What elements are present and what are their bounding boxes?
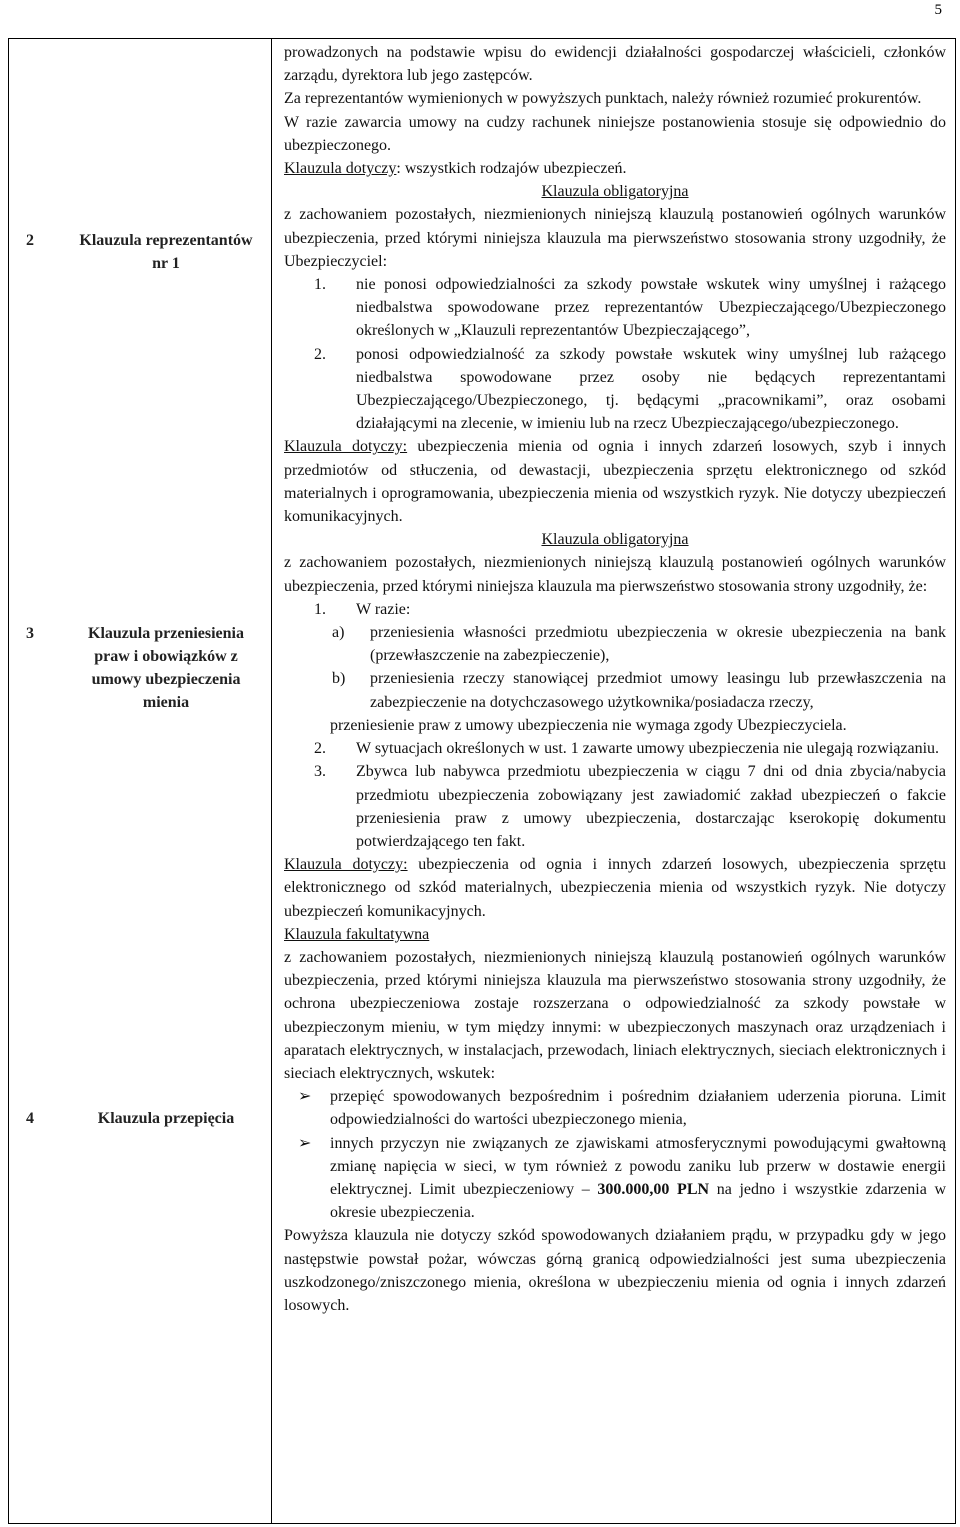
clause-4-heading — [26, 1107, 262, 1130]
bullet-item — [284, 1085, 946, 1131]
clause-number: 3 — [26, 625, 34, 642]
bullet-item — [284, 1132, 946, 1225]
list-item — [284, 598, 946, 621]
clause-title: Klauzula przeniesienia praw i obowiązków z umowy ubezpieczenia mienia — [88, 625, 244, 711]
item-text: przeniesienia rzeczy stanowiącej przedmiot umowy leasingu lub przewłaszczenia na zabezpieczenie na dotychczasowego użytkownika/posiadacza rzeczy, — [370, 670, 946, 711]
clause-number: 4 — [26, 1110, 34, 1127]
limit-amount: 300.000,00 PLN — [597, 1180, 710, 1198]
scope-label: Klauzula dotyczy — [284, 160, 397, 178]
item-number: 2. — [314, 345, 326, 363]
item-number: 3. — [314, 763, 326, 781]
clause-2-intro: z zachowaniem pozostałych, niezmienionych niniejszą klauzulą postanowień ogólnych warunków ubezpieczenia, przed którymi niniejsza klauzula ma pierwszeństwo stosowania strony uzgodniły, że Ubezpieczyciel: — [284, 206, 946, 270]
list-item — [284, 343, 946, 436]
item-number: 1. — [314, 600, 326, 618]
clause-number: 2 — [26, 232, 34, 249]
item-letter: a) — [332, 624, 345, 642]
closing-paragraph: Powyższa klauzula nie dotyczy szkód spowodowanych działaniem prądu, w przypadku gdy w jego następstwie powstał pożar, wówczas górną granicą odpowiedzialności jest suma ubezpieczenia uszkodzonego/zniszczonego mienia, określona w ubezpieczeniu mienia od ognia i innych zdarzeń losowych. — [284, 1227, 946, 1314]
sub-list-item — [284, 667, 946, 713]
item-text: na jedno i wszystkie zdarzenia w okresie ubezpieczenia. — [330, 1180, 947, 1222]
item-text: ponosi odpowiedzialność za szkody powstałe wskutek winy umyślnej lub rażącego niedbalstwa spowodowane przez osoby nie będących reprezentantami Ubezpieczającego/Ubezpieczonego, tj. będącymi „pracownikami”, oraz osobami działającymi na zlecenie, w imieniu lub na rzecz Ubezpieczającego/ubezpieczonego. — [356, 345, 946, 433]
list-item — [284, 737, 946, 760]
item-text: innych przyczyn nie związanych ze zjawiskami atmosferycznymi powodującymi gwałtowną zmianę napięcia w sieci, w tym również z powodu zaniku lub przerw w dostawie energii elektrycznej. Limit ubezpieczeniowy – — [330, 1134, 946, 1198]
item-text: nie ponosi odpowiedzialności za szkody powstałe wskutek winy umyślnej i rażącego niedbalstwa spowodowane przez reprezentantów Ubezpieczającego/Ubezpieczonego określonych w „Klauzuli reprezentantów Ubezpieczającego”, — [356, 276, 946, 340]
clause-title: Klauzula przepięcia — [97, 1110, 235, 1127]
item-text: W razie: — [356, 600, 411, 618]
sub-list-item — [284, 621, 946, 667]
clause-3-heading — [26, 622, 262, 714]
clause-title: Klauzula reprezentantów nr 1 — [79, 232, 253, 272]
scope-paragraph — [284, 435, 946, 528]
item-letter: b) — [332, 670, 346, 688]
table-top-border — [8, 38, 956, 39]
scope-line — [284, 157, 946, 180]
item-text: przepięć spowodowanych bezpośrednim i pośrednim działaniem uderzenia pioruna. Limit odpowiedzialności do wartości ubezpieczonego mienia, — [330, 1088, 946, 1129]
item-text: przeniesienia własności przedmiotu ubezpieczenia w okresie ubezpieczenia na bank (przewłaszczenie na zabezpieczenie), — [370, 624, 946, 665]
clause-2-heading — [26, 229, 262, 275]
scope-label: Klauzula dotyczy: — [284, 856, 408, 874]
page-number: 5 — [934, 2, 942, 18]
list-item — [284, 273, 946, 343]
paragraph: Za reprezentantów wymienionych w powyższych punktach, należy również rozumieć prokurentów. — [284, 90, 922, 108]
arrow-bullet-icon: ➢ — [298, 1088, 312, 1106]
continuation-paragraph: prowadzonych na podstawie wpisu do ewidencji działalności gospodarczej właścicieli, członków zarządu, dyrektora lub jego zastępców. — [284, 44, 946, 85]
table-bottom-border — [8, 1523, 956, 1524]
table-column-divider — [271, 38, 272, 1524]
scope-text: ubezpieczenia mienia od ognia i innych zdarzeń losowych, szyb i innych przedmiotów od stłuczenia, od dewastacji, ubezpieczenia sprzętu elektronicznego od szkód materialnych i oprogramowania, ubezpieczenia mienia od wszystkich ryzyk. Nie dotyczy ubezpieczeń komunikacyjnych. — [284, 438, 947, 526]
clause-3-intro: z zachowaniem pozostałych, niezmienionych niniejszą klauzulą postanowień ogólnych warunków ubezpieczenia, przed którymi niniejsza klauzula ma pierwszeństwo stosowania strony uzgodniły, że: — [284, 554, 946, 595]
clause-4-intro: z zachowaniem pozostałych, niezmienionych niniejszą klauzulą postanowień ogólnych warunków ubezpieczenia, przed którymi niniejsza klauzula ma pierwszeństwo stosowania strony uzgodniły, że ochrona ubezpieczeniowa zostaje rozszerzana o odpowiedzialność za szkody powstałe w ubezpieczonym mieniu, w tym między innymi: w ubezpieczonych maszynach oraz urządzeniach i aparatach elektrycznych, w instalacjach, przewodach, liniach elektrycznych, sieciach elektronicznych i sieciach elektrycznych, wskutek: — [284, 948, 946, 1082]
scope-text: ubezpieczenia od ognia i innych zdarzeń losowych, ubezpieczenia sprzętu elektronicznego od szkód materialnych, ubezpieczenia mienia od wszystkich ryzyk. Nie dotyczy ubezpieczeń komunikacyjnych. — [284, 856, 946, 920]
clause-type-label: Klauzula fakultatywna — [284, 925, 430, 943]
item-number: 2. — [314, 740, 326, 758]
scope-label: Klauzula dotyczy: — [284, 438, 408, 456]
paragraph: W razie zawarcia umowy na cudzy rachunek niniejsze postanowienia stosuje się odpowiednio do ubezpieczonego. — [284, 113, 946, 154]
list-continuation: przeniesienie praw z umowy ubezpieczenia nie wymaga zgody Ubezpieczyciela. — [330, 716, 847, 734]
table-right-border — [955, 38, 956, 1524]
item-number: 1. — [314, 276, 326, 294]
clause-type-label: Klauzula obligatoryjna — [541, 531, 689, 549]
clause-body-column — [284, 41, 946, 1317]
clause-type-label: Klauzula obligatoryjna — [541, 183, 689, 201]
item-text: W sytuacjach określonych w ust. 1 zawarte umowy ubezpieczenia nie ulegają rozwiązaniu. — [356, 740, 940, 758]
table-left-border — [8, 38, 9, 1524]
scope-text: : wszystkich rodzajów ubezpieczeń. — [396, 160, 627, 178]
item-text: Zbywca lub nabywca przedmiotu ubezpieczenia w ciągu 7 dni od dnia zbycia/nabycia przedmiotu ubezpieczenia zobowiązany jest zawiadomić zakład ubezpieczeń o fakcie przeniesienia praw z umowy ubezpieczenia, dostarczając kserokopię dokumentu potwierdzającego ten fakt. — [356, 763, 946, 850]
list-item — [284, 760, 946, 853]
arrow-bullet-icon: ➢ — [298, 1134, 312, 1152]
scope-paragraph — [284, 853, 946, 923]
